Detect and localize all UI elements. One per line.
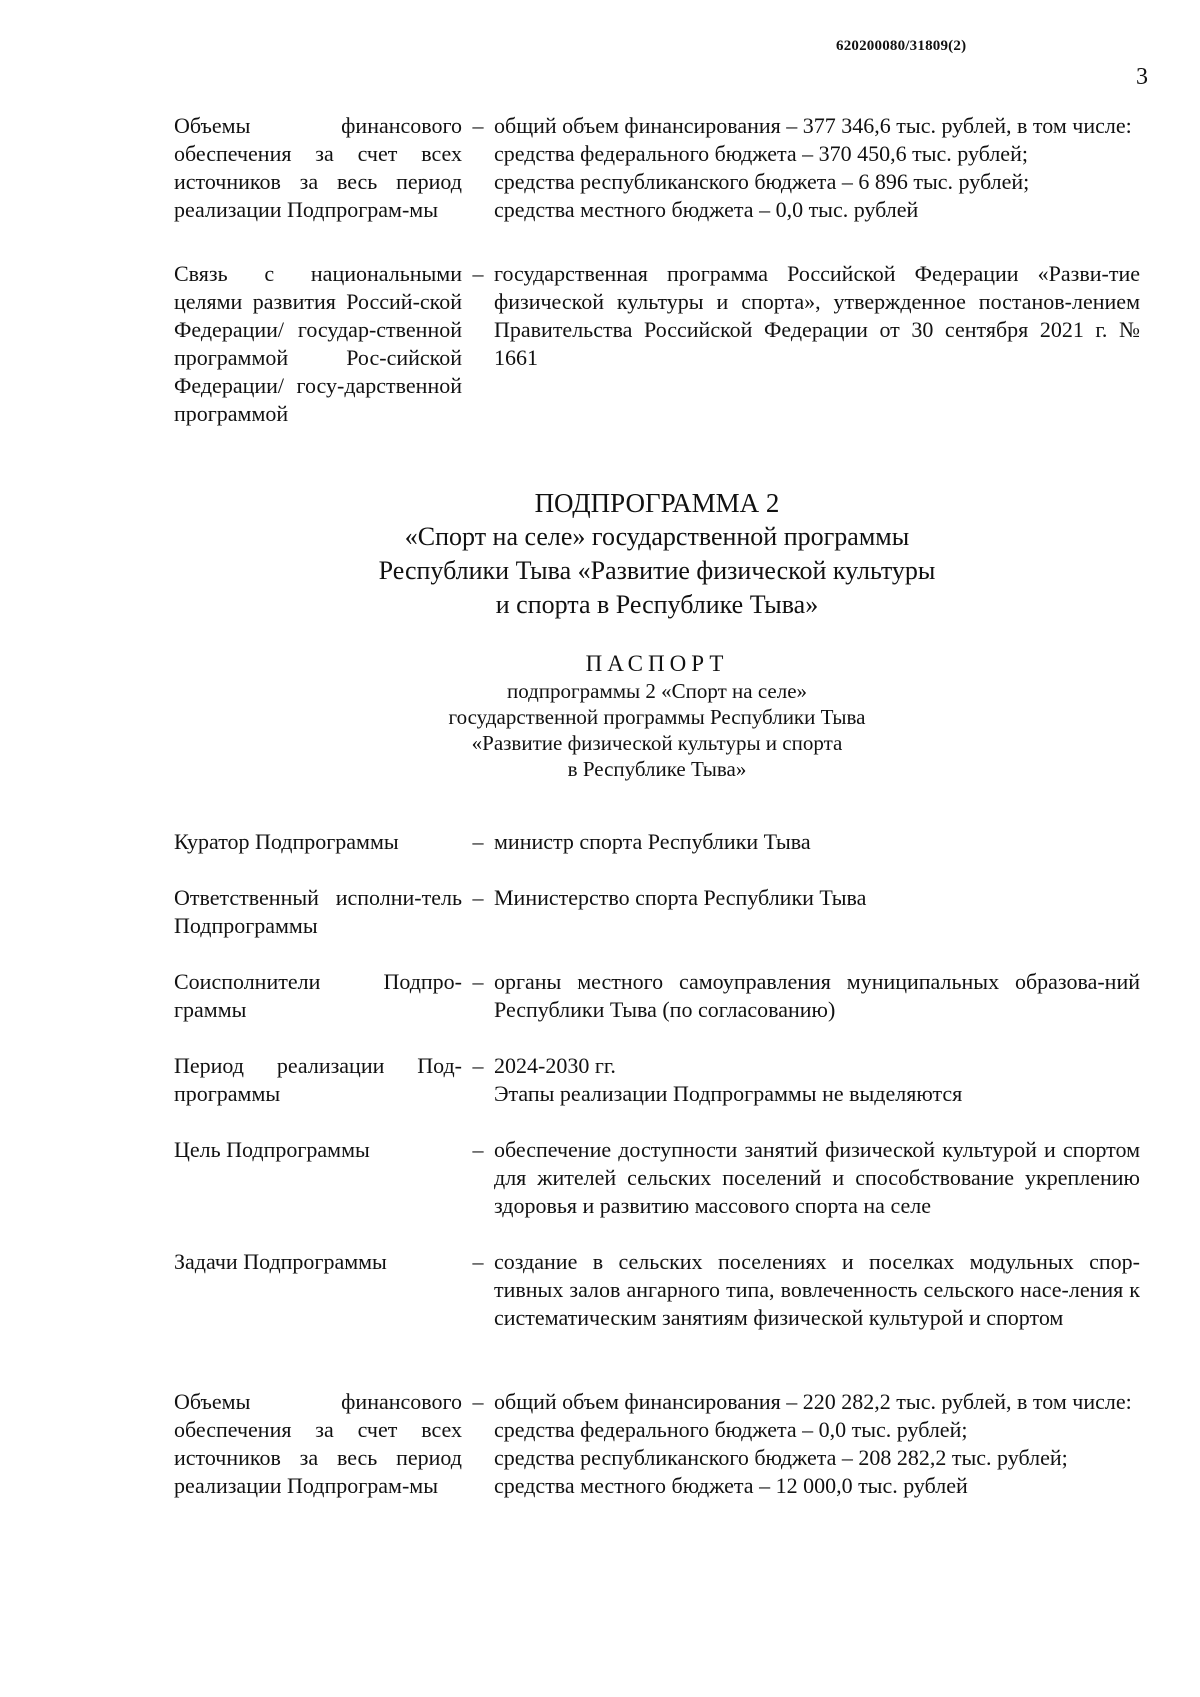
value-line: средства федерального бюджета – 370 450,6 тыс. рублей; xyxy=(494,141,1028,166)
subprogram-name-line: Республики Тыва «Развитие физической культуры xyxy=(378,556,936,585)
passport-title xyxy=(174,650,1140,782)
row-value xyxy=(494,1248,1140,1332)
row-label: Ответственный исполни-тель Подпрограммы xyxy=(174,885,462,938)
value-line: обеспечение доступности занятий физической культурой и спортом для жителей сельских поселений и способствование укреплению здоровья и развитию массового спорта на селе xyxy=(494,1137,1140,1218)
row-value xyxy=(494,1136,1140,1220)
passport-subtitle-line: подпрограммы 2 «Спорт на селе» xyxy=(506,679,808,703)
row-value xyxy=(494,1052,1140,1108)
row-dash: – xyxy=(472,885,484,910)
passport-subtitle-line: «Развитие физической культуры и спорта xyxy=(471,731,843,755)
row-label: Объемы финансового обеспечения за счет всех источников за весь период реализации Подпрограм-мы xyxy=(174,1389,462,1498)
subprogram-title xyxy=(174,486,1140,622)
passport-row-financing-2 xyxy=(174,1388,1140,1500)
passport-row-co-executors xyxy=(174,968,1140,1052)
row-value xyxy=(494,112,1140,224)
value-line: средства федерального бюджета – 0,0 тыс. рублей; xyxy=(494,1417,968,1442)
passport-row-curator xyxy=(174,828,1140,884)
passport-row-implementation-period xyxy=(174,1052,1140,1136)
value-line: средства республиканского бюджета – 208 282,2 тыс. рублей; xyxy=(494,1445,1068,1470)
passport-row-national-goals xyxy=(174,260,1140,428)
value-line: создание в сельских поселениях и поселках модульных спор-тивных залов ангарного типа, вовлеченность сельского насе-ления к систематическим занятиям физической культурой и спортом xyxy=(494,1249,1140,1330)
row-dash: – xyxy=(472,1389,484,1414)
value-line: 2024-2030 гг. xyxy=(494,1053,616,1078)
row-value xyxy=(494,1388,1140,1500)
row-label: Период реализации Под-программы xyxy=(174,1053,462,1106)
row-value xyxy=(494,260,1140,372)
subprogram-name-line: и спорта в Республике Тыва» xyxy=(495,590,819,619)
value-line: средства местного бюджета – 0,0 тыс. рублей xyxy=(494,197,919,222)
value-line: органы местного самоуправления муниципальных образова-ний Республики Тыва (по согласованию) xyxy=(494,969,1140,1022)
value-line: средства местного бюджета – 12 000,0 тыс. рублей xyxy=(494,1473,968,1498)
row-value xyxy=(494,968,1140,1024)
passport-subtitle-line: государственной программы Республики Тыва xyxy=(448,705,866,729)
passport-subtitle-line: в Республике Тыва» xyxy=(567,757,747,781)
passport-row-tasks xyxy=(174,1248,1140,1388)
row-label: Соисполнители Подпро-граммы xyxy=(174,969,462,1022)
row-dash: – xyxy=(472,1249,484,1274)
row-dash: – xyxy=(472,113,484,138)
value-line: министр спорта Республики Тыва xyxy=(494,829,811,854)
row-dash: – xyxy=(472,829,484,854)
passport-row-goal xyxy=(174,1136,1140,1248)
page-number: 3 xyxy=(1136,64,1148,90)
value-line: средства республиканского бюджета – 6 896 тыс. рублей; xyxy=(494,169,1030,194)
row-dash: – xyxy=(472,969,484,994)
row-label: Связь с национальными целями развития Россий-ской Федерации/ государ-ственной программой Рос-сийской Федерации/ госу-дарственной программой xyxy=(174,261,462,426)
value-line: общий объем финансирования – 220 282,2 тыс. рублей, в том числе: xyxy=(494,1389,1132,1414)
value-line: общий объем финансирования – 377 346,6 тыс. рублей, в том числе: xyxy=(494,113,1132,138)
passport-table-subprogram-1-end xyxy=(174,112,1140,428)
value-line: Министерство спорта Республики Тыва xyxy=(494,885,867,910)
subprogram-heading: ПОДПРОГРАММА 2 xyxy=(534,488,780,518)
row-value xyxy=(494,884,1140,912)
value-line: Этапы реализации Подпрограммы не выделяются xyxy=(494,1081,963,1106)
passport-row-responsible-executor xyxy=(174,884,1140,968)
row-label: Объемы финансового обеспечения за счет всех источников за весь период реализации Подпрограм-мы xyxy=(174,113,462,222)
row-label: Задачи Подпрограммы xyxy=(174,1249,387,1274)
row-dash: – xyxy=(472,261,484,286)
row-dash: – xyxy=(472,1053,484,1078)
passport-row-financing-1 xyxy=(174,112,1140,252)
row-value xyxy=(494,828,1140,856)
document-number: 620200080/31809(2) xyxy=(836,38,967,54)
passport-table-subprogram-2 xyxy=(174,828,1140,1500)
row-label: Куратор Подпрограммы xyxy=(174,829,399,854)
passport-heading: ПАСПОРТ xyxy=(585,651,729,676)
row-label: Цель Подпрограммы xyxy=(174,1137,370,1162)
value-line: государственная программа Российской Федерации «Разви-тие физической культуры и спорта», утвержденное постанов-лением Правительства Российской Федерации от 30 сентября 2021 г. № 1661 xyxy=(494,261,1140,370)
row-dash: – xyxy=(472,1137,484,1162)
subprogram-name-line: «Спорт на селе» государственной программы xyxy=(404,522,910,551)
